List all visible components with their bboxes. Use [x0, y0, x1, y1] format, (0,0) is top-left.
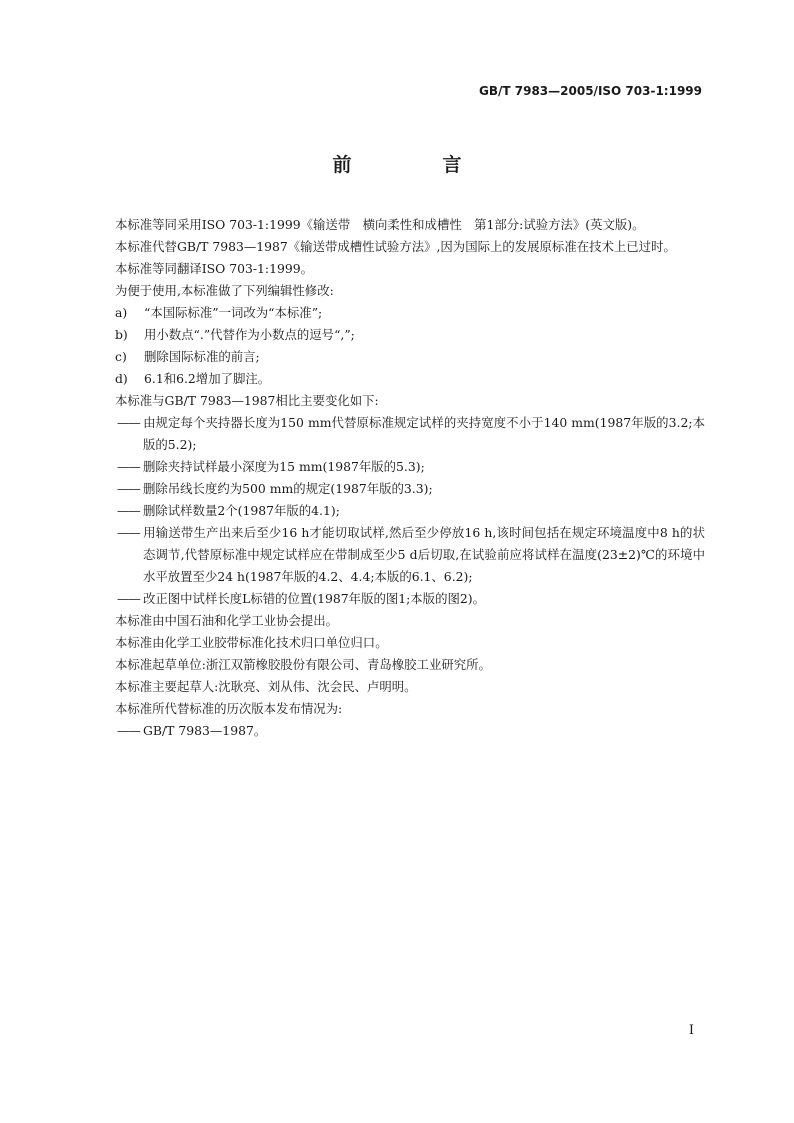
paragraph: 本标准主要起草人:沈耿亮、刘从伟、沈会民、卢明明。: [115, 679, 417, 694]
page-title: 前 言: [332, 154, 498, 176]
history-item: [89, 720, 705, 742]
dash-marker: ——: [117, 525, 140, 540]
foreword-body: [89, 214, 705, 742]
standard-code: GB/T 7983—2005/ISO 703-1:1999: [479, 84, 702, 98]
change-text: 删除试样数量2个(1987年版的4.1);: [143, 503, 340, 518]
change-text: 由规定每个夹持器长度为150 mm代替原标准规定试样的夹持宽度不小于140 mm(1987年版的3.2;本版的5.2);: [143, 415, 705, 452]
changes-intro: 本标准与GB/T 7983—1987相比主要变化如下:: [115, 393, 379, 408]
dash-marker: ——: [117, 503, 140, 518]
change-item: [89, 522, 705, 588]
list-marker: b): [115, 327, 128, 342]
dash-marker: ——: [117, 591, 140, 606]
history-text: GB/T 7983—1987。: [143, 723, 267, 738]
list-item-text: “本国际标准”一词改为“本标准”;: [144, 305, 323, 320]
change-text: 删除夹持试样最小深度为15 mm(1987年版的5.3);: [143, 459, 425, 474]
list-marker: a): [115, 305, 128, 320]
change-item: [89, 478, 705, 500]
paragraph: 本标准由中国石油和化学工业协会提出。: [115, 613, 339, 628]
dash-marker: ——: [117, 459, 140, 474]
list-marker: c): [115, 349, 127, 364]
list-item: [89, 324, 705, 346]
change-text: 改正图中试样长度L标错的位置(1987年版的图1;本版的图2)。: [143, 591, 485, 606]
paragraph: 为便于使用,本标准做了下列编辑性修改:: [115, 283, 334, 298]
paragraph: 本标准等同采用ISO 703-1:1999《输送带 横向柔性和成槽性 第1部分:试验方法》(英文版)。: [115, 217, 645, 232]
page-number: I: [688, 1023, 694, 1038]
paragraph: 本标准所代替标准的历次版本发布情况为:: [115, 701, 343, 716]
change-item: [89, 500, 705, 522]
list-item: [89, 302, 705, 324]
dash-marker: ——: [117, 481, 140, 496]
paragraph: 本标准等同翻译ISO 703-1:1999。: [115, 261, 314, 276]
list-item: [89, 346, 705, 368]
list-item-text: 6.1和6.2增加了脚注。: [144, 371, 271, 386]
paragraph: 本标准由化学工业胶带标准化技术归口单位归口。: [115, 635, 388, 650]
dash-marker: ——: [117, 415, 140, 430]
paragraph: 本标准代替GB/T 7983—1987《输送带成槽性试验方法》,因为国际上的发展原标准在技术上已过时。: [115, 239, 676, 254]
change-text: 用输送带生产出来后至少16 h才能切取试样,然后至少停放16 h,该时间包括在规定环境温度中8 h的状态调节,代替原标准中规定试样应在带制成至少5 d后切取,在试验前应将试样在温度(23±2)℃的环境中水平放置至少24 h(1987年版的4.2、4.4;本版的6.1、6.2);: [143, 525, 705, 584]
list-item-text: 用小数点“.”代替作为小数点的逗号“,”;: [144, 327, 355, 342]
paragraph: 本标准起草单位:浙江双箭橡胶股份有限公司、青岛橡胶工业研究所。: [115, 657, 491, 672]
list-item: [89, 368, 705, 390]
change-item: [89, 412, 705, 456]
change-item: [89, 456, 705, 478]
change-item: [89, 588, 705, 610]
list-item-text: 删除国际标准的前言;: [144, 349, 260, 364]
change-text: 删除吊线长度约为500 mm的规定(1987年版的3.3);: [143, 481, 433, 496]
list-marker: d): [115, 371, 128, 386]
dash-marker: ——: [117, 723, 140, 738]
